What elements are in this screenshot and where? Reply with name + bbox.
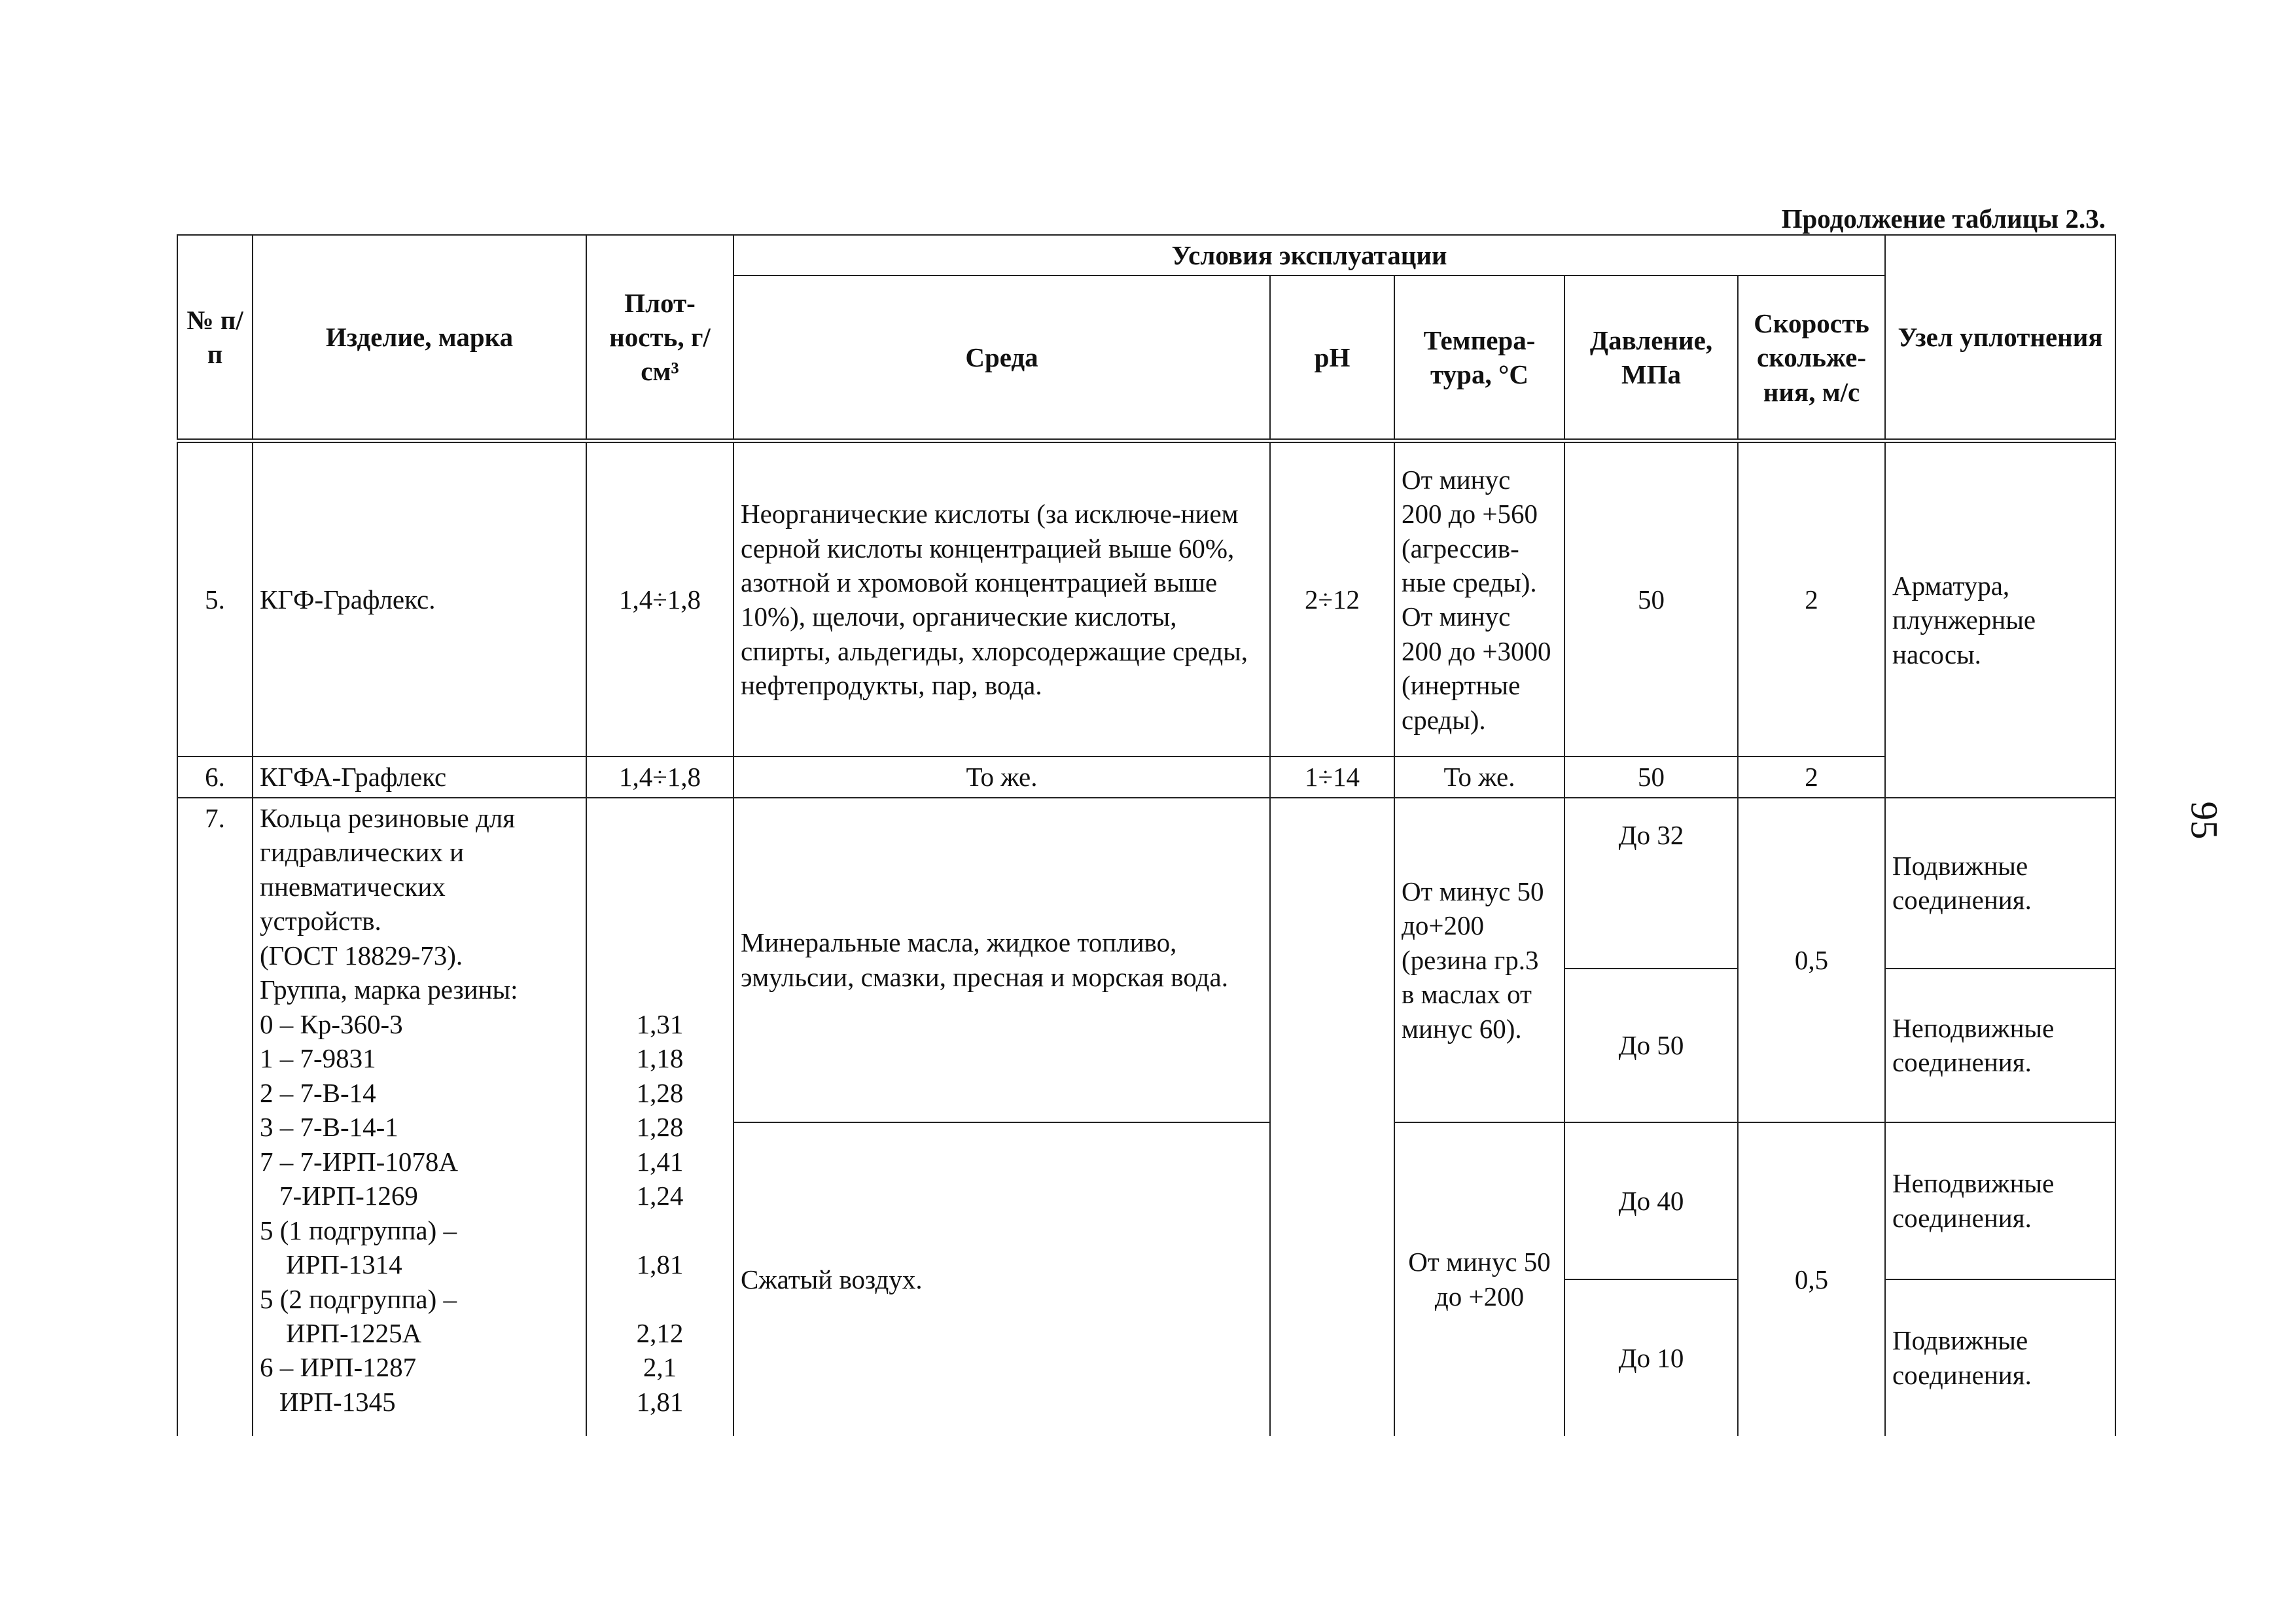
header-product: Изделие, марка [253, 235, 586, 441]
table-caption: Продолжение таблицы 2.3. [1781, 204, 2106, 234]
row7-ph [1270, 798, 1394, 1436]
row5-medium: Неорганические кислоты (за исключе-нием серной кислоты концентрацией выше 60%, азотной и хромовой концентрацией выше 10%), щелочи, органические кислоты, спирты, альдегиды, хлорсодержащие среды, нефтепродукты, пар, вода. [733, 441, 1270, 757]
header-speed: Скорость скольже-ния, м/с [1738, 276, 1885, 441]
header-medium: Среда [733, 276, 1270, 441]
row7a-node-1: Подвижные соединения. [1885, 798, 2115, 969]
row7a-medium: Минеральные масла, жидкое топливо, эмульсии, смазки, пресная и морская вода. [733, 798, 1270, 1122]
row7-product-line: ИРП-1314 [286, 1249, 402, 1280]
table-row-7a1 [177, 798, 2115, 969]
row7-product [253, 798, 586, 1436]
row7-density-line [593, 1213, 726, 1247]
row7-product-line: ИРП-1345 [279, 1386, 396, 1417]
row7-product-line: 7 – 7-ИРП-1078А [260, 1146, 458, 1177]
row7-density-line: 1,24 [636, 1181, 684, 1211]
row7b-pressure-1: До 40 [1564, 1122, 1738, 1279]
header-row-1 [177, 235, 2115, 276]
row7a-speed: 0,5 [1738, 798, 1885, 1122]
row5-speed: 2 [1738, 441, 1885, 757]
row7-product-line: пневматических [260, 871, 446, 902]
row7-product-line: Группа, марка резины: [260, 974, 518, 1005]
row7-density-line: 1,28 [636, 1077, 684, 1108]
row7-product-line: 5 (1 подгруппа) – [260, 1215, 457, 1245]
row6-num: 6. [177, 757, 253, 797]
row7-density-line [593, 870, 726, 904]
row7-density-line: 1,41 [636, 1146, 684, 1177]
row7-density-line [593, 1282, 726, 1316]
row7-density-line: 1,28 [636, 1112, 684, 1143]
row5-pressure: 50 [1564, 441, 1738, 757]
row7-product-line: 0 – Кр-360-3 [260, 1008, 403, 1039]
row7b-node-2: Подвижные соединения. [1885, 1279, 2115, 1436]
row6-medium: То же. [733, 757, 1270, 797]
row7a-pressure-1: До 32 [1564, 798, 1738, 969]
row6-temp: То же. [1394, 757, 1564, 797]
row7-density-line [593, 801, 726, 835]
header-pressure: Давление, МПа [1564, 276, 1738, 441]
row7-density-line [593, 972, 726, 1007]
row7-density-line: 1,81 [636, 1249, 684, 1280]
row7-density-line: 2,12 [636, 1317, 684, 1348]
row7-num: 7. [177, 798, 253, 1436]
row7b-medium: Сжатый воздух. [733, 1122, 1270, 1436]
row6-product: КГФА-Графлекс [253, 757, 586, 797]
row7b-pressure-2: До 10 [1564, 1279, 1738, 1436]
header-density: Плот-ность, г/см³ [586, 235, 733, 441]
table-row-6 [177, 757, 2115, 797]
row7a-node-2: Неподвижные соединения. [1885, 969, 2115, 1122]
row7-density [586, 798, 733, 1436]
row7b-node-1: Неподвижные соединения. [1885, 1122, 2115, 1279]
properties-table [177, 234, 2116, 1436]
table-row-5 [177, 441, 2115, 757]
row7-density-line: 2,1 [643, 1352, 677, 1383]
row6-ph: 1÷14 [1270, 757, 1394, 797]
header-node: Узел уплотнения [1885, 235, 2115, 441]
row5-node: Арматура, плунжерные насосы. [1885, 441, 2115, 798]
row5-density: 1,4÷1,8 [586, 441, 733, 757]
header-temp: Темпера-тура, °С [1394, 276, 1564, 441]
row7-product-line: (ГОСТ 18829-73). [260, 940, 463, 971]
row7b-temp: От минус 50 до +200 [1394, 1122, 1564, 1436]
row7-product-line: 5 (2 подгруппа) – [260, 1283, 457, 1314]
row7-density-line: 1,81 [636, 1386, 684, 1417]
row7-product-line: устройств. [260, 906, 381, 936]
row7-density-line [593, 938, 726, 972]
row7-product-line: ИРП-1225А [286, 1317, 422, 1348]
row7-product-line: гидравлических и [260, 837, 465, 868]
row5-num: 5. [177, 441, 253, 757]
row7-product-line: 1 – 7-9831 [260, 1043, 376, 1074]
row7a-pressure-2: До 50 [1564, 969, 1738, 1122]
row5-temp: От минус 200 до +560 (агрессив-ные среды). От минус 200 до +3000 (инертные среды). [1394, 441, 1564, 757]
row7-density-line [593, 904, 726, 938]
row7-product-line: Кольца резиновые для [260, 802, 516, 833]
header-num: № п/п [177, 235, 253, 441]
row6-pressure: 50 [1564, 757, 1738, 797]
row7-density-line: 1,31 [636, 1008, 684, 1039]
row7-density-line: 1,18 [636, 1043, 684, 1074]
page-number: 95 [2183, 801, 2226, 840]
row7-product-line: 3 – 7-В-14-1 [260, 1112, 398, 1143]
row7-product-line: 7-ИРП-1269 [279, 1181, 418, 1211]
row6-speed: 2 [1738, 757, 1885, 797]
header-conditions: Условия эксплуатации [733, 235, 1885, 276]
row7-density-line [593, 835, 726, 869]
row7b-speed: 0,5 [1738, 1122, 1885, 1436]
row7-product-line: 2 – 7-В-14 [260, 1077, 376, 1108]
row5-product: КГФ-Графлекс. [253, 441, 586, 757]
row6-density: 1,4÷1,8 [586, 757, 733, 797]
row7-product-line: 6 – ИРП-1287 [260, 1352, 417, 1383]
row7a-temp: От минус 50 до+200 (резина гр.3 в маслах от минус 60). [1394, 798, 1564, 1122]
header-ph: pH [1270, 276, 1394, 441]
row5-ph: 2÷12 [1270, 441, 1394, 757]
